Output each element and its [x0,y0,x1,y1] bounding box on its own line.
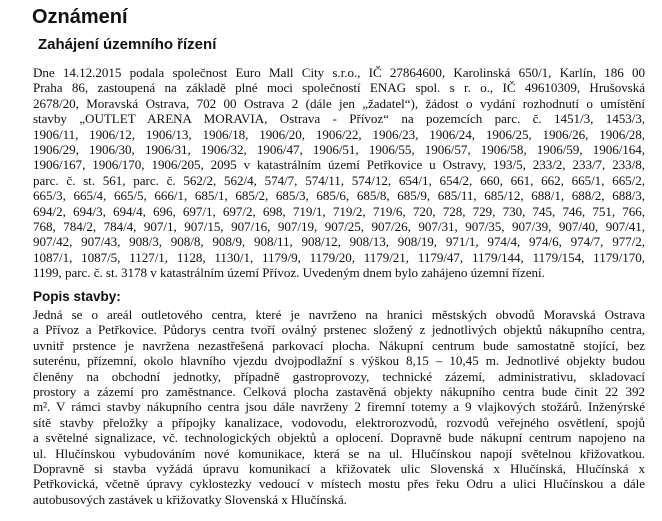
text-line: 1906/11, 1906/12, 1906/13, 1906/18, 1906/20, 1906/22, 1906/23, 1906/24, 1906/25, 1906/26, 1906/28, [33,126,645,142]
text-line: 2678/20, Moravská Ostrava, 702 00 Ostrava 2 (dále jen „žadatel“), žádost o vydání rozhodnutí o umístění [33,95,645,111]
text-line: 1906/29, 1906/30, 1906/31, 1906/32, 1906/47, 1906/51, 1906/55, 1906/57, 1906/58, 1906/59, 1906/164, [33,142,645,158]
text-line: a světelné signalizace, vč. technologických objektů a oplocení. Dopravně bude nákupní centrum napojeno na [33,430,645,446]
text-line: parc. č. st. 561, parc. č. 562/2, 562/4, 574/7, 574/11, 574/12, 654/1, 654/2, 660, 661, 662, 665/1, 665/2, [33,172,645,188]
text-line: stavby „OUTLET ARENA MORAVIA, Ostrava - Přívoz“ na pozemcích parc. č. 1451/3, 1453/3, [33,111,645,127]
document-subtitle: Zahájení územního řízení [38,36,217,53]
text-line: Petřkovická, včetně úpravy cyklostezky vedoucí v místech mostu přes řeku Odru a ulici Hlučínskou a dále [33,476,645,492]
text-line: 768, 784/2, 784/4, 907/1, 907/15, 907/16, 907/19, 907/25, 907/26, 907/31, 907/35, 907/39, 907/40, 907/41, [33,219,645,235]
text-line: Praha 86, zastoupená na základě plné moci společností ENAG spol. s r. o., IČ 49610309, Hrušovská [33,80,645,96]
section-heading-building-description: Popis stavby: [33,289,121,304]
text-line: a Přívoz a Petřkovice. Půdorys centra tvoří oválný prstenec složený z jednotlivých objektů nákupního centra, [33,322,645,338]
text-line: m². V rámci stavby nákupního centra jsou dále navrženy 2 firemní totemy a 9 vlajkových stožárů. Inženýrské [33,399,645,415]
application-paragraph [33,65,645,281]
text-line: 907/42, 907/43, 908/3, 908/8, 908/9, 908/11, 908/12, 908/13, 908/19, 971/1, 974/4, 974/6, 974/7, 977/2, [33,234,645,250]
text-line: ul. Hlučínskou vybudováním nové komunikace, která se na ul. Hlučínskou napojí světelnou křižovatkou. [33,445,645,461]
text-line: členěny na obchodní jednotky, případně gastroprovozy, technické zázemí, administrativu, skladovací [33,368,645,384]
text-line: uvnitř prstence je navržena nezastřešená parkovací plocha. Nákupní centrum bude samostatně stojící, bez [33,337,645,353]
text-line: prostory a zázemí pro zaměstnance. Celková plocha zastavěná objekty nákupního centra bude činit 22 392 [33,384,645,400]
building-description-paragraph [33,307,645,507]
text-line: 1906/167, 1906/170, 1906/205, 2095 v katastrálním území Petřkovice u Ostravy, 193/5, 233/2, 233/7, 233/8, [33,157,645,173]
text-line: 1199, parc. č. st. 3178 v katastrálním území Přívoz. Uvedeným dnem bylo zahájeno územní řízení. [33,265,545,281]
text-line: autobusových zastávek u křižovatky Slovenská x Hlučínská. [33,491,347,507]
document-title: Oznámení [32,6,128,28]
text-line: 694/2, 694/3, 694/4, 696, 697/1, 697/2, 698, 719/1, 719/2, 719/6, 720, 728, 729, 730, 745, 746, 751, 766, [33,203,645,219]
text-line: 1087/1, 1087/5, 1127/1, 1128, 1130/1, 1179/9, 1179/20, 1179/21, 1179/47, 1179/144, 1179/154, 1179/170, [33,249,645,265]
text-line: Dopravně si stavba vyžádá úpravu komunikací a křižovatek ulic Slovenská x Hlučínská, Hlučínská x [33,461,645,477]
text-line: Dne 14.12.2015 podala společnost Euro Mall City s.r.o., IČ 27864600, Karolinská 650/1, Karlín, 186 00 [33,65,645,80]
text-line: Jedná se o areál outletového centra, které je navrženo na hranici městských obvodů Moravská Ostrava [33,307,645,322]
text-line: 665/3, 665/4, 665/5, 666/1, 685/1, 685/2, 685/3, 685/6, 685/8, 685/9, 685/11, 685/12, 688/1, 688/2, 688/3, [33,188,645,204]
text-line: sítě stavby přeložky a přípojky kanalizace, vodovodu, elektrorozvodů, rozvodů veřejného osvětlení, spojů [33,414,645,430]
text-line: suterénu, přízemní, okolo hlavního vjezdu dvojpodlažní s výškou 8,15 – 10,45 m. Jednotlivé objekty budou [33,353,645,369]
